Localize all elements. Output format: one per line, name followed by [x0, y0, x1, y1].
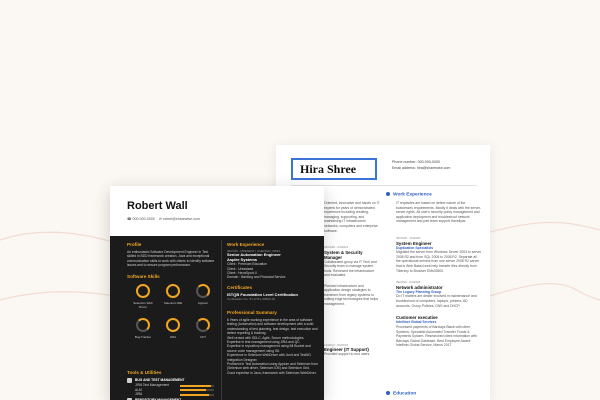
phone-icon: ☎ — [127, 217, 132, 221]
resume-name: Robert Wall — [127, 200, 188, 212]
profile-text: An enthusiastic Software Development Engineer in Test skilled in BDD framework creation, Java and exceptional communication skills to work with clients to identify software issues and to ensure program performance. — [127, 250, 215, 268]
bullet-dot-icon — [386, 192, 390, 196]
list-item: Expertise in test management using JIRA and QC. — [227, 340, 301, 345]
skill-label: JIRA — [169, 335, 177, 339]
skill-label: Selenium Web Driver — [133, 301, 153, 309]
left-column: Oriented, innovative and hands on IT experts for years of demonstrated experience including creating, managing, supporting, and maintaining IT infrastructure networks, computers and enterprise software. 02/2019 - 04/2021 System & Security Manager Collaborated group via IT Tech and Security team to manage system tools. Reviewed the infrastructure and evaluated. Planned infrastructure and application design strategies to transform from legacy systems to cutting edge technologies that helps management. 11/2013 - 03/2016 Engineer (IT Support) Provided support to end users. — [324, 201, 380, 357]
list-item: Experience in Selenium WebDriver with Junit and TestNG Integration Designer. — [227, 353, 311, 362]
list-item: 6 Years of agile working experience in the area of software testing (Automation) and software development with a solid understanding of test planning, test design, test execution and defect reporting & tracking. — [227, 318, 318, 336]
list-item: Good expertise in Java, framework with Selenium WebDriver. — [227, 370, 317, 375]
list-item: Expertise in repository management using Bit Bucket and source code management using Git. — [227, 344, 311, 353]
profile-heading: Profile — [127, 242, 142, 247]
resume-body — [110, 236, 324, 400]
tool-name: JIRA Test Management — [135, 383, 170, 387]
entry-customer-exec: Customer executive Intellinet Global Services Processed payments of Barclays Black with other Systems. Specialist Automated Transfer Funds & Payments System. Researched client information with Barclays Global Database. Best Employee Award: Intellinet Global Service, March 2017 — [396, 315, 478, 348]
section-work-experience: Work Experience — [386, 192, 432, 197]
skill-ring — [166, 318, 180, 332]
section-education: Education — [386, 391, 416, 396]
skill-label: Appium — [197, 301, 209, 305]
tool-level-bar — [180, 385, 214, 387]
tool-level-bar — [180, 394, 214, 396]
bullet-dot-icon — [386, 391, 390, 395]
resume-name: Hira Shree — [291, 158, 377, 180]
skill-ring — [166, 284, 180, 298]
certificate-entry: ISTQB Foundation Level Certification Certification No. SY-CTFL-38525-02 — [227, 292, 298, 302]
summary-heading: Professional Summary — [227, 310, 277, 315]
tool-level-bar — [180, 389, 214, 391]
skill-ring — [196, 318, 210, 332]
right-column — [396, 201, 482, 348]
resume-contact — [127, 217, 200, 221]
phone-text: 000-000-0000 — [132, 217, 155, 221]
email-text: robert@sharewise.com — [162, 217, 200, 221]
resume-contact — [392, 159, 450, 171]
skill-label: Bug Tracker — [134, 335, 152, 339]
work-entry: 06/2019 - PRESENT | CHENNAI, INDIA Senior Automation Engineer Aspire Systems Client : Premium Education Client : Ureaslead Client : HexaSport-X Domain : Banking and Financial Service — [227, 249, 286, 280]
tools-heading: Tools & Utilities — [127, 370, 162, 375]
tool-group-title: REPOSITORY MANAGEMENT — [135, 397, 182, 400]
certificates-heading: Certificates — [227, 285, 253, 290]
work-heading: Work Experience — [227, 242, 265, 247]
entry-intro: IT requisites are based on defect nature of the businesses requirements. Mostly it deals with the server-server rights. All user's security policy management and application deployment and troubleshoot network management and part team support Haveliyaz — [396, 201, 482, 224]
skill-label: UFT — [200, 335, 206, 339]
tool-group-icon — [127, 378, 132, 383]
phone-text: Phone number: 000-000-0000 — [392, 160, 440, 164]
email-text: Email address: hira@sharewise.com — [392, 166, 451, 170]
column-divider — [221, 240, 222, 400]
tool-name: JIRA — [135, 392, 143, 396]
resume-robert-wall — [110, 186, 324, 400]
skill-ring — [136, 284, 150, 298]
skill-label: Selenium IDE — [163, 301, 183, 305]
summary-list — [227, 318, 319, 398]
resume-header — [110, 186, 324, 236]
list-item: Proficient in Test Automation using Appium and Selenium from (Selenium web driver, Selenium IDE) and Selenium Grid. — [227, 362, 318, 371]
entry-system-engineer: 05/2018 - 10/2020 System Engineer Duplication Specialists Migrated the server from Windows Server 2003 to server 2008 R2 and from SQL 2005 to 2008 R2. Separate all the operational servers from one server 2008 R2 server that is Web Based web help transfer files directly from Tiberzhy to Browser EMs03500. — [396, 236, 482, 273]
entry-network-admin: 09/2016 - 01/2018 Network administrator The Legacy Planning Group Do IT matters are dealer involved in maintenance and troubleshoot of computers, laptops, printers, AD accounts, Group Policies, DNS and DHCP. — [396, 280, 477, 308]
skill-ring — [136, 318, 150, 332]
skill-ring — [196, 284, 210, 298]
tool-group-title: BUG AND TEST MANAGEMENT — [135, 378, 185, 382]
software-skills-heading: Software Skills — [127, 274, 160, 279]
tool-name: ALM — [135, 387, 142, 392]
email-icon: ✉ — [158, 217, 162, 221]
list-item: Well versed with SDLC, Agile, Scrum methodologies. — [227, 335, 305, 340]
